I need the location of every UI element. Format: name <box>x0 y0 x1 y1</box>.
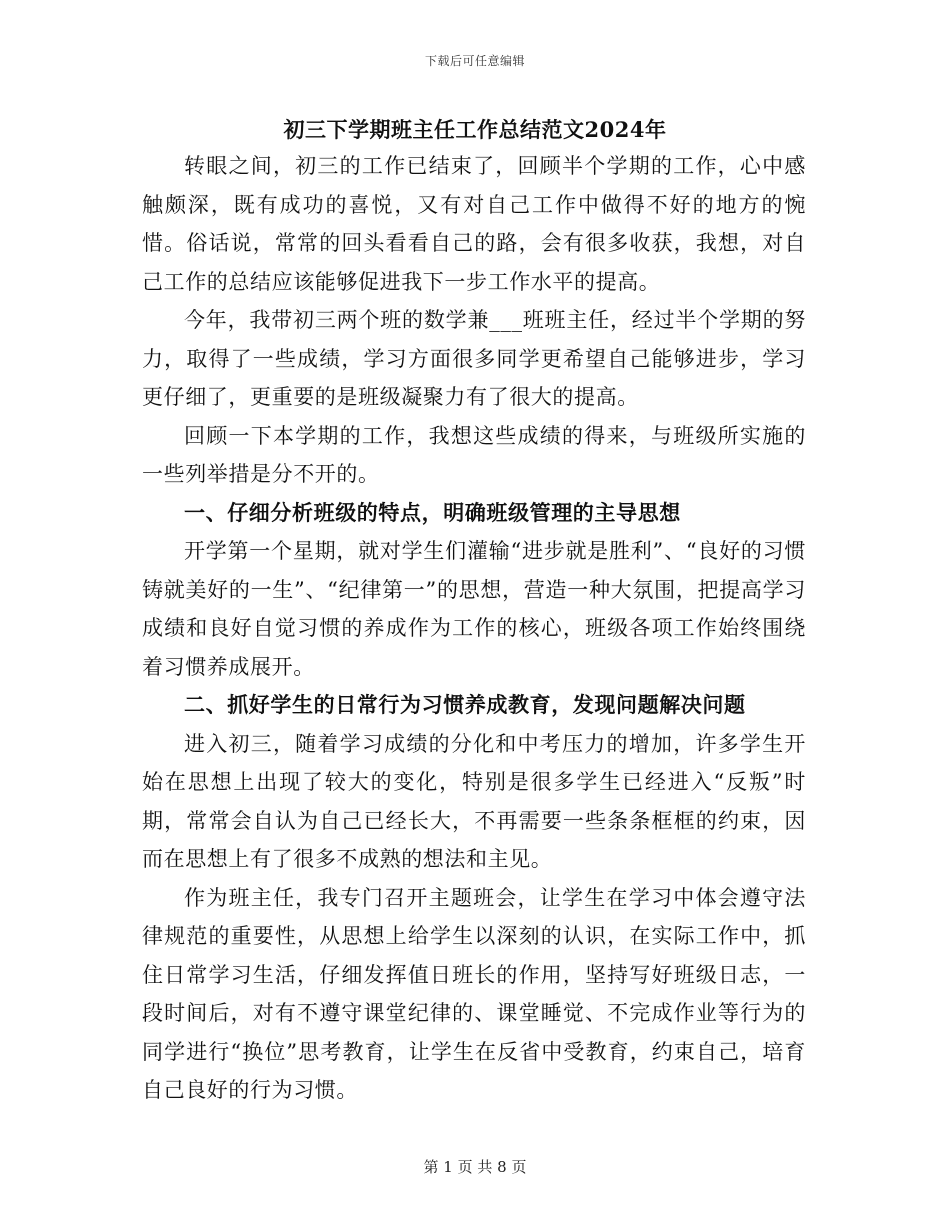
section-heading-2: 二、抓好学生的日常行为习惯养成教育，发现问题解决问题 <box>184 692 746 717</box>
paragraph-intro: 转眼之间，初三的工作已结束了，回顾半个学期的工作，心中感触颇深，既有成功的喜悦，又有对自己工作中做得不好的地方的惋惜。俗话说，常常的回头看看自己的路，会有很多收获，我想，对自己工作的总结应该能够促进我下一步工作水平的提高。 <box>142 154 806 294</box>
header-note: 下载后可任意编辑 <box>424 54 525 68</box>
paragraph-section-2a: 进入初三，随着学习成绩的分化和中考压力的增加，许多学生开始在思想上出现了较大的变化，特别是很多学生已经进入“反叛”时期，常常会自认为自己已经长大，不再需要一些条条框框的约束，因而在思想上有了很多不成熟的想法和主见。 <box>142 731 806 871</box>
page-number-footer: 第 1 页 共 8 页 <box>423 1158 527 1176</box>
paragraph-review: 回顾一下本学期的工作，我想这些成绩的得来，与班级所实施的一些列举措是分不开的。 <box>142 423 806 486</box>
document-title: 初三下学期班主任工作总结范文2024年 <box>283 117 667 142</box>
paragraph-section-2b: 作为班主任，我专门召开主题班会，让学生在学习中体会遵守法律规范的重要性，从思想上给学生以深刻的认识，在实际工作中，抓住日常学习生活，仔细发挥值日班长的作用，坚持写好班级日志，一段时间后，对有不遵守课堂纪律的、课堂睡觉、不完成作业等行为的同学进行“换位”思考教育，让学生在反省中受教育，约束自己，培育自己良好的行为习惯。 <box>142 885 806 1102</box>
paragraph-this-year: 今年，我带初三两个班的数学兼___班班主任，经过半个学期的努力，取得了一些成绩，学习方面很多同学更希望自己能够进步，学习更仔细了，更重要的是班级凝聚力有了很大的提高。 <box>142 308 806 409</box>
section-heading-1: 一、仔细分析班级的特点，明确班级管理的主导思想 <box>184 499 681 525</box>
document-body <box>142 147 806 1110</box>
paragraph-section-1: 开学第一个星期，就对学生们灌输“进步就是胜利”、“良好的习惯铸就美好的一生”、“纪律第一”的思想，营造一种大氛围，把提高学习成绩和良好自觉习惯的养成作为工作的核心，班级各项工作始终围绕着习惯养成展开。 <box>142 539 806 679</box>
